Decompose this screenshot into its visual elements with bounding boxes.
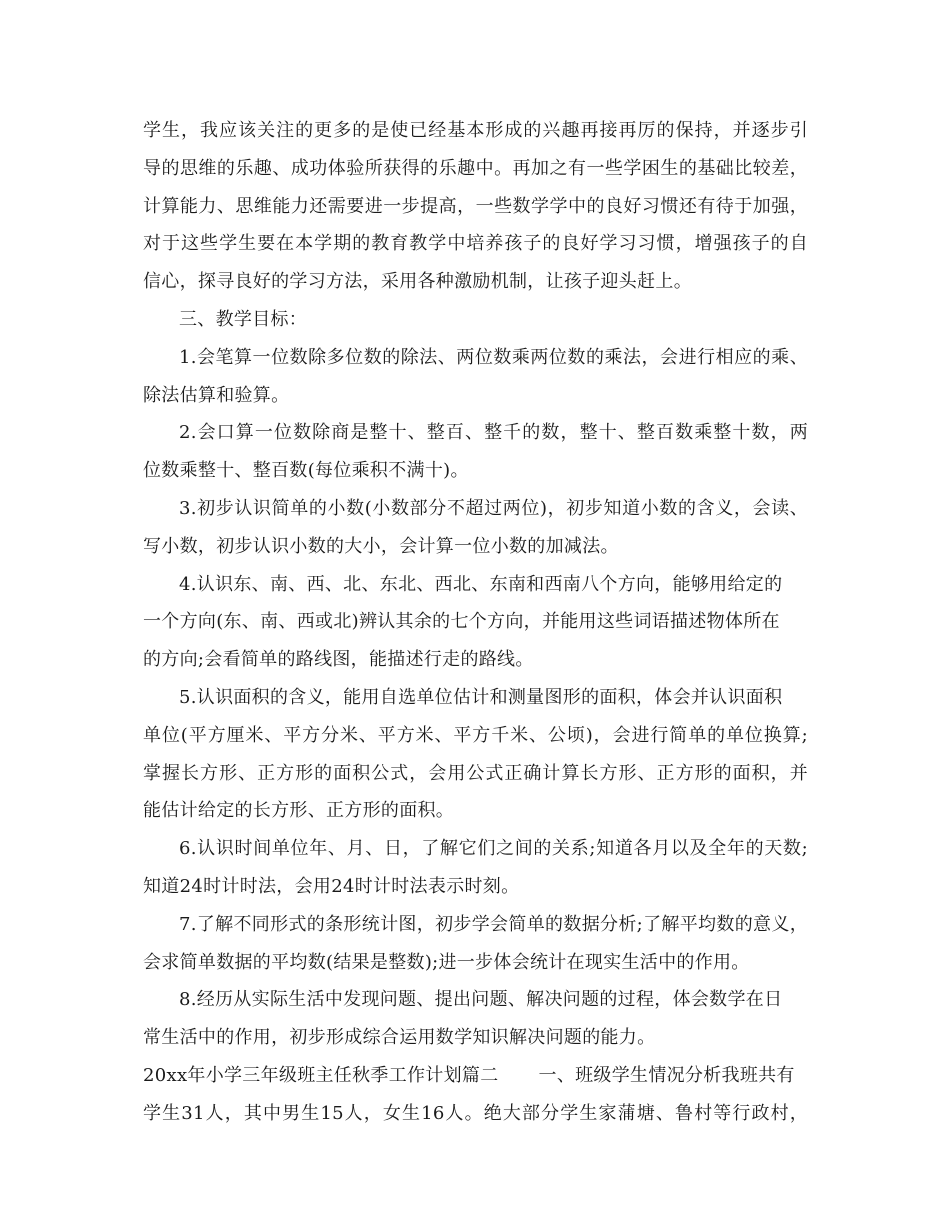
line-text: 1.会笔算一位数除多位数的除法、两位数乘两位数的乘法，会进行相应的乘、 [179, 346, 808, 368]
line-text: 2.会口算一位数除商是整十、整百、整千的数，整十、整百数乘整十数，两 [179, 422, 808, 444]
text-line [143, 225, 808, 263]
text-line [143, 792, 808, 830]
text-line [143, 301, 808, 339]
line-text: 三、教学目标： [179, 308, 308, 330]
line-text: 对于这些学生要在本学期的教育教学中培养孩子的良好学习习惯，增强孩子的自 [143, 233, 808, 255]
text-line [143, 641, 808, 679]
line-text: 6.认识时间单位年、月、日，了解它们之间的关系;知道各月以及全年的天数; [179, 838, 808, 860]
text-line [143, 755, 808, 793]
line-text: 8.经历从实际生活中发现问题、提出问题、解决问题的过程，体会数学在日 [179, 989, 783, 1011]
line-text: 位数乘整十、整百数(每位乘积不满十)。 [143, 460, 469, 482]
text-line [143, 377, 808, 415]
text-line [143, 414, 808, 452]
line-text: 知道24时计时法，会用24时计时法表示时刻。 [143, 875, 520, 897]
text-line [143, 830, 808, 868]
text-line [143, 566, 808, 604]
text-line [143, 339, 808, 377]
text-line [143, 679, 808, 717]
line-text: 学生31人，其中男生15人，女生16人。绝大部分学生家蒲塘、鲁村等行政村， [143, 1102, 808, 1124]
line-text: 除法估算和验算。 [143, 384, 290, 406]
line-text: 学生，我应该关注的更多的是使已经基本形成的兴趣再接再厉的保持，并逐步引 [143, 120, 808, 141]
text-line [143, 717, 808, 755]
text-line [143, 112, 808, 150]
text-line [143, 452, 808, 490]
text-line [143, 906, 808, 944]
line-text: 的方向;会看简单的路线图，能描述行走的路线。 [143, 649, 534, 671]
line-text: 3.初步认识简单的小数(小数部分不超过两位)，初步知道小数的含义，会读、 [179, 497, 808, 519]
text-line [143, 603, 808, 641]
line-text: 会求简单数据的平均数(结果是整数);进一步体会统计在现实生活中的作用。 [143, 951, 750, 973]
line-text: 掌握长方形、正方形的面积公式，会用公式正确计算长方形、正方形的面积，并 [143, 762, 808, 784]
text-line [143, 868, 808, 906]
text-line [143, 150, 808, 188]
text-line [143, 944, 808, 982]
text-line [143, 1019, 808, 1057]
line-text: 5.认识面积的含义，能用自选单位估计和测量图形的面积，体会并认识面积 [179, 686, 783, 708]
text-line [143, 1095, 808, 1133]
text-line [143, 528, 808, 566]
line-text: 一个方向(东、南、西或北)辨认其余的七个方向，并能用这些词语描述物体所在 [143, 611, 780, 633]
line-text: 7.了解不同形式的条形统计图，初步学会简单的数据分析;了解平均数的意义， [179, 913, 808, 935]
line-text: 能估计给定的长方形、正方形的面积。 [143, 800, 455, 822]
line-text: 20xx年小学三年级班主任秋季工作计划篇二 [143, 1064, 499, 1086]
text-line [143, 1057, 808, 1095]
line-text: 常生活中的作用，初步形成综合运用数学知识解决问题的能力。 [143, 1027, 656, 1049]
line-text: 信心，探寻良好的学习方法，采用各种激励机制，让孩子迎头赶上。 [143, 271, 692, 293]
line-text: 导的思维的乐趣、成功体验所获得的乐趣中。再加之有一些学困生的基础比较差， [143, 157, 808, 179]
document-body [143, 112, 808, 1133]
text-line [143, 490, 808, 528]
text-line [143, 263, 808, 301]
line-text-continued: 一、班级学生情况分析我班共有 [538, 1064, 795, 1086]
line-text: 单位(平方厘米、平方分米、平方米、平方千米、公顷)，会进行简单的单位换算; [143, 724, 808, 746]
line-text: 计算能力、思维能力还需要进一步提高，一些数学学中的良好习惯还有待于加强， [143, 195, 808, 217]
text-line [143, 981, 808, 1019]
text-line [143, 188, 808, 226]
line-text: 写小数，初步认识小数的大小，会计算一位小数的加减法。 [143, 535, 619, 557]
line-text: 4.认识东、南、西、北、东北、西北、东南和西南八个方向，能够用给定的 [179, 573, 783, 595]
